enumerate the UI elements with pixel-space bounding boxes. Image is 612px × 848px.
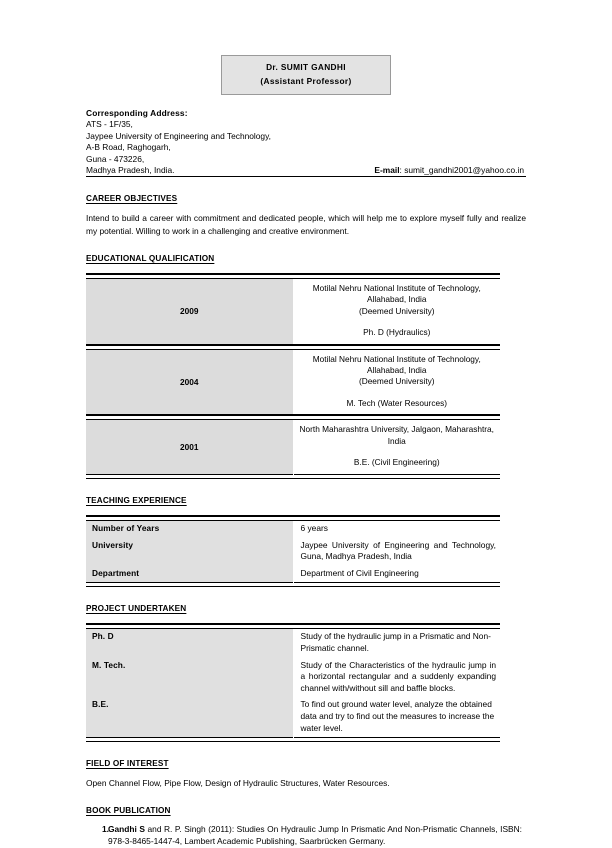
career-objectives-text: Intend to build a career with commitment and dedicated people, which will help me to explore myself fully and realize my potential. Willing to work in a challenging and creative environment.: [86, 213, 526, 236]
education-institute-sub: (Deemed University): [358, 376, 435, 387]
teaching-label: Number of Years: [86, 520, 293, 537]
projects-table: [86, 623, 500, 742]
table-row: [86, 657, 500, 697]
education-details: [293, 349, 500, 415]
candidate-designation: (Assistant Professor): [260, 75, 352, 86]
project-label: B.E.: [86, 697, 293, 737]
education-details: [293, 420, 500, 474]
email-separator: :: [399, 165, 405, 176]
table-row: [86, 628, 500, 657]
table-rule: [86, 474, 500, 478]
address-line-5: Madhya Pradesh, India.: [86, 165, 175, 176]
table-row: [86, 565, 500, 582]
teaching-label: Department: [86, 565, 293, 582]
address-line-2: Jaypee University of Engineering and Technology,: [86, 130, 271, 141]
table-row: [86, 420, 500, 474]
section-heading-career-objectives: CAREER OBJECTIVES: [86, 194, 178, 204]
teaching-experience-table: [86, 515, 500, 587]
section-heading-field-of-interest: FIELD OF INTEREST: [86, 758, 169, 768]
address-line-3: A-B Road, Raghogarh,: [86, 142, 171, 153]
teaching-value: Jaypee University of Engineering and Technology, Guna, Madhya Pradesh, India: [300, 539, 496, 562]
project-value: To find out ground water level, analyze the obtained data and try to find out the measures to increase the water level.: [300, 699, 495, 733]
education-institute-sub: (Deemed University): [358, 305, 435, 316]
education-degree: M. Tech (Water Resources): [346, 397, 447, 408]
section-heading-teaching-experience: TEACHING EXPERIENCE: [86, 495, 187, 505]
teaching-value: 6 years: [300, 523, 328, 533]
table-row: [86, 697, 500, 737]
teaching-label: University: [86, 537, 293, 565]
teaching-value: Department of Civil Engineering: [300, 567, 419, 578]
candidate-name: Dr. SUMIT GANDHI: [266, 62, 346, 72]
education-year: 2009: [86, 279, 293, 345]
education-degree: B.E. (Civil Engineering): [353, 457, 440, 468]
table-row: [86, 279, 500, 345]
project-label: M. Tech.: [86, 657, 293, 697]
email-block: [374, 165, 526, 176]
name-box: [221, 55, 391, 95]
list-item: [86, 824, 526, 848]
table-rule: [86, 582, 500, 586]
email-address[interactable]: sumit_gandhi2001@yahoo.co.in: [404, 165, 524, 176]
publication-number: 1.: [102, 823, 109, 834]
table-rule: [86, 737, 500, 741]
publication-author: Gandhi S: [108, 823, 145, 834]
education-details: [293, 279, 500, 345]
section-heading-book-publication: BOOK PUBLICATION: [86, 805, 171, 815]
section-heading-education: EDUCATIONAL QUALIFICATION: [86, 254, 215, 264]
education-institute: North Maharashtra University, Jalgaon, Maharashtra, India: [299, 424, 494, 446]
table-row: [86, 349, 500, 415]
field-of-interest-text: Open Channel Flow, Pipe Flow, Design of Hydraulic Structures, Water Resources.: [86, 777, 390, 788]
address-line-1: ATS - 1F/35,: [86, 119, 133, 130]
publication-text: [108, 824, 526, 848]
name-header: [86, 55, 526, 95]
project-value: Study of the hydraulic jump in a Prismatic and Non-Prismatic channel.: [300, 631, 491, 653]
table-row: [86, 537, 500, 565]
section-heading-projects: PROJECT UNDERTAKEN: [86, 603, 187, 613]
education-institute: Motilal Nehru National Institute of Technology, Allahabad, India: [312, 353, 481, 376]
education-degree: Ph. D (Hydraulics): [363, 327, 431, 338]
education-year: 2004: [86, 349, 293, 415]
project-value: Study of the Characteristics of the hydraulic jump in a horizontal rectangular and a suddenly expanding channel with/without sill and baffle blocks.: [300, 659, 496, 693]
education-year: 2001: [86, 420, 293, 474]
education-institute: Motilal Nehru National Institute of Technology, Allahabad, India: [312, 283, 481, 305]
contact-block: [86, 108, 526, 177]
publication-rest: and R. P. Singh (2011): Studies On Hydraulic Jump In Prismatic And Non-Prismatic Channels, ISBN: 978-3-8465-1447-4, Lambert Academic Publishing, Saarbrücken Germany.: [108, 823, 522, 846]
education-table: [86, 273, 500, 478]
email-label: E-mail: [374, 165, 400, 176]
contact-label: Corresponding Address:: [86, 108, 188, 118]
project-label: Ph. D: [86, 628, 293, 657]
table-row: [86, 520, 500, 537]
address-line-4: Guna - 473226,: [86, 153, 145, 164]
book-publication-list: [86, 824, 526, 848]
address-email-row: [86, 165, 526, 177]
